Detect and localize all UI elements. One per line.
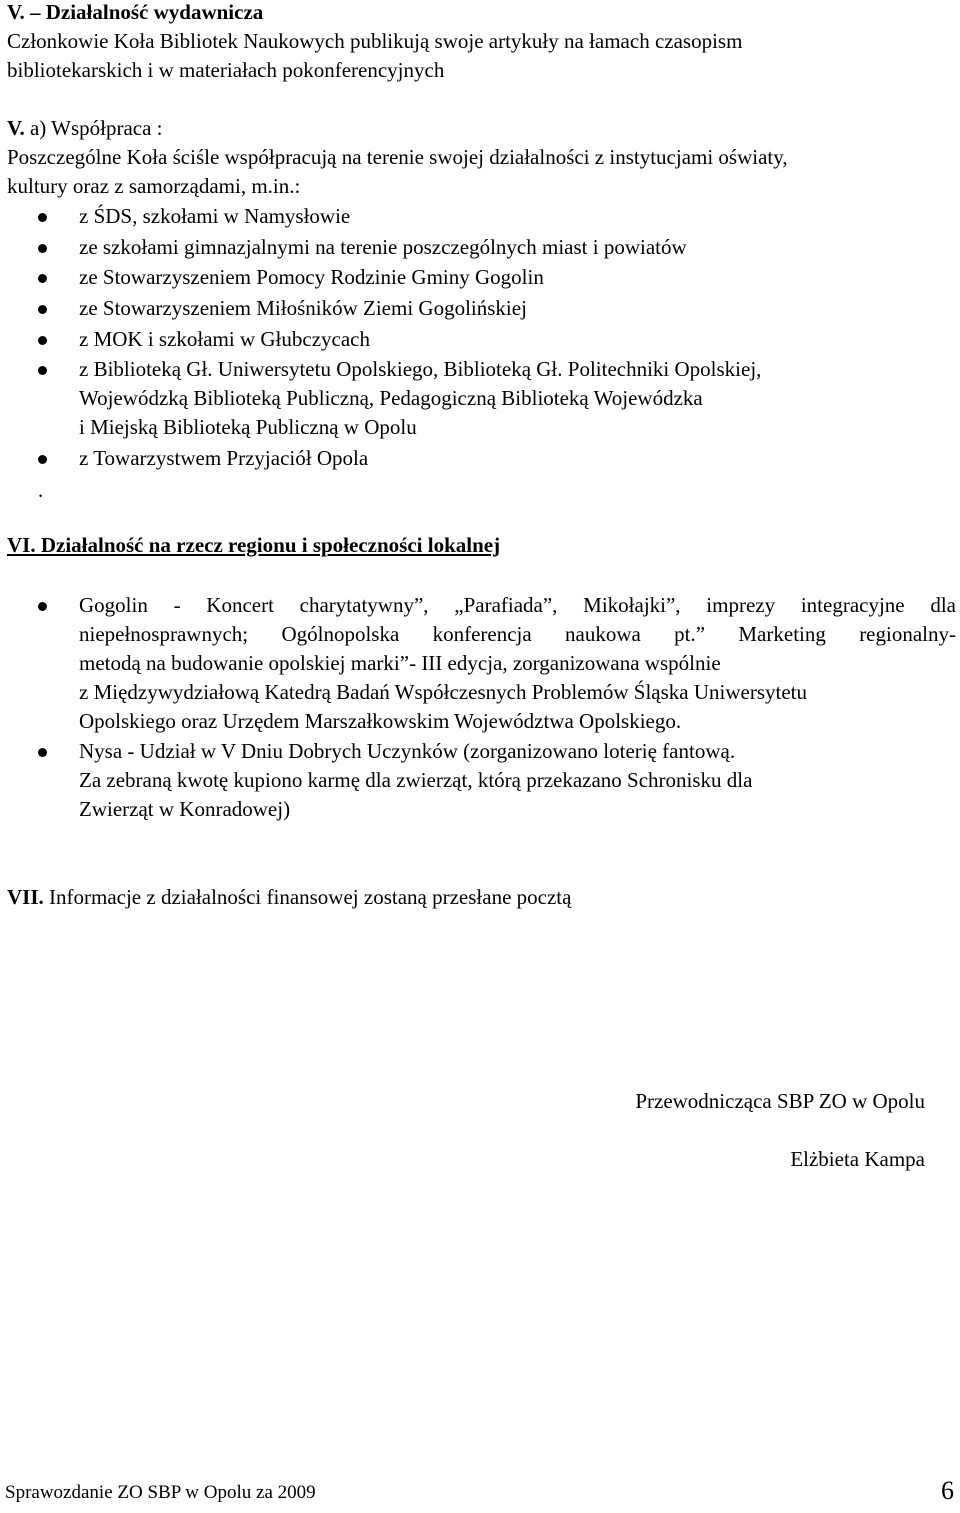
list-item-text: ze szkołami gimnazjalnymi na terenie poszczególnych miast i powiatów: [79, 235, 687, 259]
footer-text: Sprawozdanie ZO SBP w Opolu za 2009: [5, 1482, 316, 1503]
list-item-text: Za zebraną kwotę kupiono karmę dla zwierząt, którą przekazano Schronisku dla: [79, 768, 753, 792]
signature-role: Przewodnicząca SBP ZO w Opolu: [635, 1089, 925, 1113]
list-item-text: Gogolin - Koncert charytatywny”, „Parafiada”, Mikołajki”, imprezy integracyjne dla: [79, 593, 956, 617]
list-item-text: Zwierząt w Konradowej): [79, 797, 291, 821]
section-6-heading: [7, 531, 500, 560]
bullet-icon: [38, 602, 47, 611]
section-6-title: Działalność na rzecz regionu i społeczności lokalnej: [35, 533, 501, 557]
bullet-icon: [38, 366, 47, 375]
list-item-text: ze Stowarzyszeniem Pomocy Rodzinie Gminy Gogolin: [79, 265, 544, 289]
list-item-text: Wojewódzką Biblioteką Publiczną, Pedagogiczną Biblioteką Wojewódzka: [79, 386, 703, 410]
bullet-icon: [38, 336, 47, 345]
section-5-line-2: bibliotekarskich i w materiałach pokonferencyjnych: [7, 58, 445, 82]
list-item-text: Opolskiego oraz Urzędem Marszałkowskim Województwa Opolskiego.: [79, 709, 682, 733]
list-item-text: i Miejską Biblioteką Publiczną w Opolu: [79, 415, 417, 439]
section-6-prefix: VI.: [7, 533, 36, 557]
list-item-text: z ŚDS, szkołami w Namysłowie: [79, 204, 351, 228]
bullet-icon: [38, 213, 47, 222]
list-item-text: z Międzywydziałową Katedrą Badań Współczesnych Problemów Śląska Uniwersytetu: [79, 680, 807, 704]
section-5a-line-2: kultury oraz z samorządami, m.in.:: [7, 174, 301, 198]
section-5-line-1: Członkowie Koła Bibliotek Naukowych publikują swoje artykuły na łamach czasopism: [7, 29, 743, 53]
section-5a-line-1: Poszczególne Koła ściśle współpracują na terenie swojej działalności z instytucjami oświaty,: [7, 145, 788, 169]
list-item-text: metodą na budowanie opolskiej marki”- III edycja, zorganizowana wspólnie: [79, 651, 721, 675]
list-item-text: z Towarzystwem Przyjaciół Opola: [79, 446, 369, 470]
section-7: [7, 883, 571, 912]
list-item-text: z MOK i szkołami w Głubczycach: [79, 327, 370, 351]
list-item-text: ze Stowarzyszeniem Miłośników Ziemi Gogolińskiej: [79, 296, 527, 320]
bullet-icon: [38, 244, 47, 253]
section-5a-heading: [7, 114, 163, 143]
bullet-icon: [38, 305, 47, 314]
section-7-text: Informacje z działalności finansowej zostaną przesłane pocztą: [43, 885, 572, 909]
section-5-heading: V. – Działalność wydawnicza: [7, 0, 264, 24]
page-number: 6: [941, 1476, 954, 1505]
section-5a-title: a) Współpraca :: [24, 116, 163, 140]
trailing-dot: .: [38, 478, 44, 502]
list-item-text: Nysa - Udział w V Dniu Dobrych Uczynków (zorganizowano loterię fantową.: [79, 739, 736, 763]
list-item-text: z Biblioteką Gł. Uniwersytetu Opolskiego, Biblioteką Gł. Politechniki Opolskiej,: [79, 357, 762, 381]
list-item-text: niepełnosprawnych; Ogólnopolska konferencja naukowa pt.” Marketing regionalny-: [79, 622, 956, 646]
bullet-icon: [38, 274, 47, 283]
section-7-prefix: VII.: [7, 885, 44, 909]
section-5a-prefix: V.: [7, 116, 25, 140]
signature-name: Elżbieta Kampa: [790, 1147, 925, 1171]
bullet-icon: [38, 455, 47, 464]
bullet-icon: [38, 748, 47, 757]
